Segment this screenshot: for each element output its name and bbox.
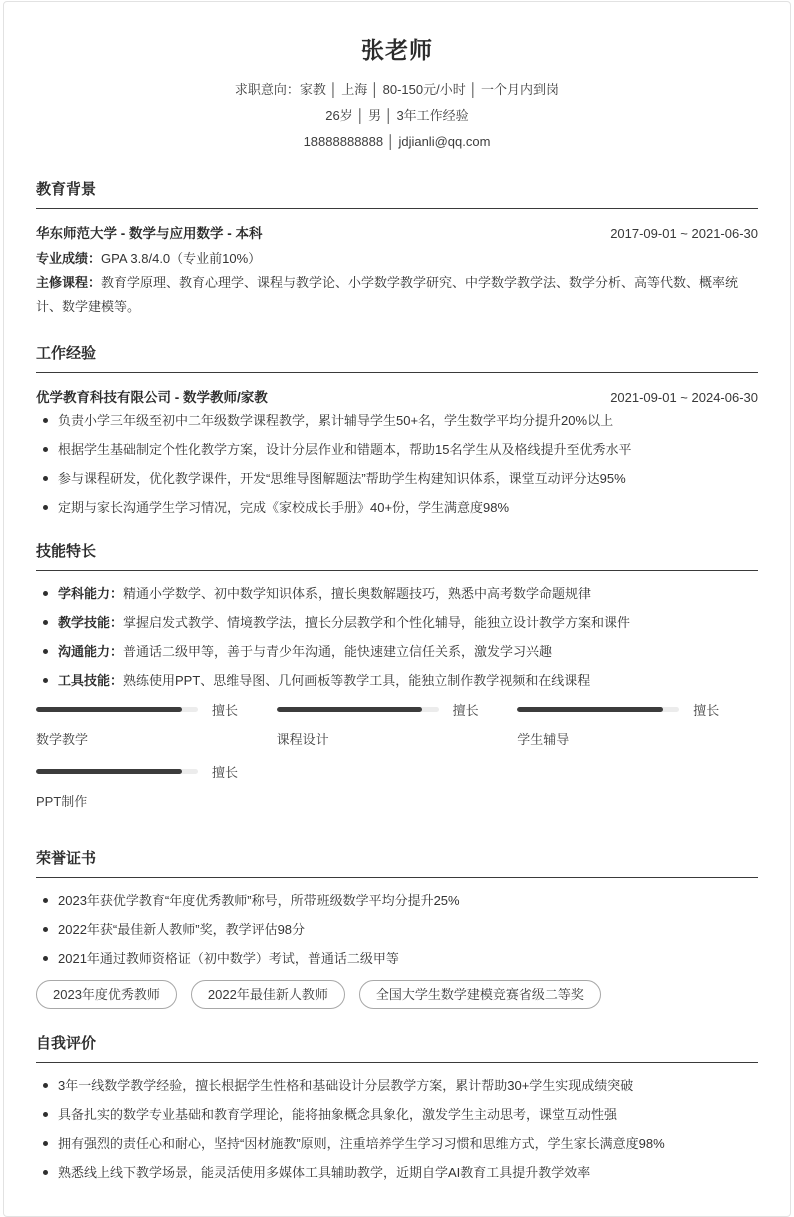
resume-page: [3, 1, 791, 1217]
evaluation-bullet-item: [36, 1134, 758, 1153]
evaluation-bullet-item: [36, 1076, 758, 1095]
bullet-dot-icon: [43, 927, 48, 932]
education-entry-header: [36, 222, 758, 242]
evaluation-bullet-text: 3年一线数学教学经验，擅长根据学生性格和基础设计分层教学方案，累计帮助30+学生实现成绩突破: [58, 1078, 634, 1093]
evaluation-bullet-text: 熟悉线上线下教学场景，能灵活使用多媒体工具辅助教学，近期自学AI教育工具提升教学效率: [58, 1165, 591, 1180]
bullet-dot-icon: [43, 898, 48, 903]
skill-text: 精通小学数学、初中数学知识体系，擅长奥数解题技巧，熟悉中高考数学命题规律: [123, 586, 592, 601]
skill-bar-row: [36, 762, 277, 781]
section-title-skills: 技能特长: [36, 540, 758, 571]
section-education: [36, 178, 758, 319]
section-title-evaluation: 自我评价: [36, 1032, 758, 1063]
skill-bar-fill: [517, 707, 663, 712]
section-skills: [36, 540, 758, 824]
courses-row: [36, 271, 758, 319]
skill-bar: [36, 762, 277, 810]
courses-value: 教育学原理、教育心理学、课程与教学论、小学数学教学研究、中学数学教学法、数学分析、高等代数、概率统计、数学建模等。: [36, 275, 739, 314]
work-entry-header: [36, 386, 758, 406]
bullet-dot-icon: [43, 591, 48, 596]
skill-bar-fill: [36, 769, 182, 774]
skill-bar-name: 数学教学: [36, 732, 89, 747]
skill-label: 工具技能：: [58, 673, 124, 688]
evaluation-bullet-text: 具备扎实的数学专业基础和教育学理论，能将抽象概念具象化，激发学生主动思考，课堂互动性强: [58, 1107, 618, 1122]
bullet-dot-icon: [43, 1112, 48, 1117]
section-honors: [36, 847, 758, 1009]
bullet-dot-icon: [43, 678, 48, 683]
resume-header: [36, 32, 758, 155]
skill-text: 掌握启发式教学、情境教学法，擅长分层教学和个性化辅导，能独立设计教学方案和课件: [123, 615, 631, 630]
work-bullet-item: [36, 469, 758, 488]
evaluation-bullet-item: [36, 1105, 758, 1124]
skill-bar-name: 课程设计: [276, 732, 329, 747]
honor-bullet-text: 2021年通过教师资格证（初中数学）考试，普通话二级甲等: [58, 951, 399, 966]
bullet-dot-icon: [43, 1083, 48, 1088]
work-bullet-item: [36, 411, 758, 430]
bullet-dot-icon: [43, 505, 48, 510]
work-bullet-text: 定期与家长沟通学生学习情况，完成《家校成长手册》40+份，学生满意度98%: [58, 500, 510, 515]
education-date-range: 2017-09-01 ~ 2021-06-30: [610, 226, 758, 241]
honors-bullet-list: [36, 891, 758, 968]
honor-bullet-text: 2023年获优学教育“年度优秀教师”称号，所带班级数学平均分提升25%: [58, 893, 460, 908]
work-bullet-list: [36, 411, 758, 517]
skill-label: 教学技能：: [58, 615, 124, 630]
bullet-dot-icon: [43, 620, 48, 625]
skill-bar-row: [277, 700, 518, 719]
skill-level-tag: 擅长: [212, 703, 239, 718]
skill-label: 学科能力：: [58, 586, 124, 601]
honor-bullet-text: 2022年获“最佳新人教师”奖，教学评估98分: [58, 922, 306, 937]
section-title-education: 教育背景: [36, 178, 758, 209]
skill-text: 熟练使用PPT、思维导图、几何画板等教学工具，能独立制作教学视频和在线课程: [123, 673, 591, 688]
section-evaluation: [36, 1032, 758, 1182]
skill-text: 普通话二级甲等，善于与青少年沟通，能快速建立信任关系，激发学习兴趣: [123, 644, 553, 659]
skill-bar-name: PPT制作: [36, 794, 88, 809]
honor-bullet-item: [36, 920, 758, 939]
bullet-dot-icon: [43, 649, 48, 654]
honor-bullet-item: [36, 949, 758, 968]
skill-bar-track: [277, 707, 439, 712]
skill-label: 沟通能力：: [58, 644, 124, 659]
skill-level-tag: 擅长: [212, 765, 239, 780]
evaluation-bullet-list: [36, 1076, 758, 1182]
honor-badges: [36, 980, 758, 1009]
section-title-honors: 荣誉证书: [36, 847, 758, 878]
bullet-dot-icon: [43, 956, 48, 961]
skill-bars-grid: [36, 700, 758, 824]
honor-badge: 2023年度优秀教师: [36, 980, 177, 1009]
gpa-row: [36, 247, 758, 271]
skill-bullet-item: [36, 584, 758, 603]
bullet-dot-icon: [43, 447, 48, 452]
honor-badge: 2022年最佳新人教师: [191, 980, 345, 1009]
skills-bullet-list: [36, 584, 758, 690]
job-intention-line: 求职意向：家教 │ 上海 │ 80-150元/小时 │ 一个月内到岗: [234, 82, 560, 97]
work-bullet-text: 根据学生基础制定个性化教学方案，设计分层作业和错题本，帮助15名学生从及格线提升至优秀水平: [58, 442, 632, 457]
skill-bar: [277, 700, 518, 748]
work-bullet-text: 参与课程研发，优化教学课件，开发“思维导图解题法”帮助学生构建知识体系，课堂互动评分达95%: [58, 471, 626, 486]
courses-label: 主修课程：: [36, 275, 102, 290]
evaluation-bullet-text: 拥有强烈的责任心和耐心，坚持“因材施教”原则，注重培养学生学习习惯和思维方式，学生家长满意度98%: [58, 1136, 665, 1151]
skill-bar: [36, 700, 277, 748]
skill-bar-name: 学生辅导: [517, 732, 570, 747]
bullet-dot-icon: [43, 1170, 48, 1175]
bullet-dot-icon: [43, 476, 48, 481]
skill-bullet-item: [36, 671, 758, 690]
honor-badge: 全国大学生数学建模竞赛省级二等奖: [359, 980, 601, 1009]
skill-bar-row: [517, 700, 758, 719]
honor-bullet-item: [36, 891, 758, 910]
skill-bar-row: [36, 700, 277, 719]
section-title-work: 工作经验: [36, 342, 758, 373]
contact-info-line: 18888888888 │ jdjianli@qq.com: [303, 134, 491, 149]
gpa-value: GPA 3.8/4.0（专业前10%）: [101, 251, 262, 266]
skill-bar-track: [36, 769, 198, 774]
personal-info-line: 26岁 │ 男 │ 3年工作经验: [325, 108, 469, 123]
skill-bar-track: [36, 707, 198, 712]
skill-bullet-item: [36, 642, 758, 661]
section-work: [36, 342, 758, 517]
candidate-name: 张老师: [361, 37, 433, 63]
bullet-dot-icon: [43, 1141, 48, 1146]
skill-bar-fill: [277, 707, 423, 712]
work-bullet-item: [36, 440, 758, 459]
company-position: 优学教育科技有限公司 - 数学教师/家教: [36, 390, 268, 405]
skill-bar: [517, 700, 758, 748]
skill-level-tag: 擅长: [452, 703, 479, 718]
work-bullet-item: [36, 498, 758, 517]
skill-bar-fill: [36, 707, 182, 712]
work-date-range: 2021-09-01 ~ 2024-06-30: [610, 390, 758, 405]
work-bullet-text: 负责小学三年级至初中二年级数学课程教学，累计辅导学生50+名，学生数学平均分提升20%以上: [58, 413, 614, 428]
gpa-label: 专业成绩：: [36, 251, 102, 266]
bullet-dot-icon: [43, 418, 48, 423]
school-degree: 华东师范大学 - 数学与应用数学 - 本科: [36, 226, 263, 241]
skill-level-tag: 擅长: [693, 703, 720, 718]
skill-bullet-item: [36, 613, 758, 632]
evaluation-bullet-item: [36, 1163, 758, 1182]
skill-bar-track: [517, 707, 679, 712]
